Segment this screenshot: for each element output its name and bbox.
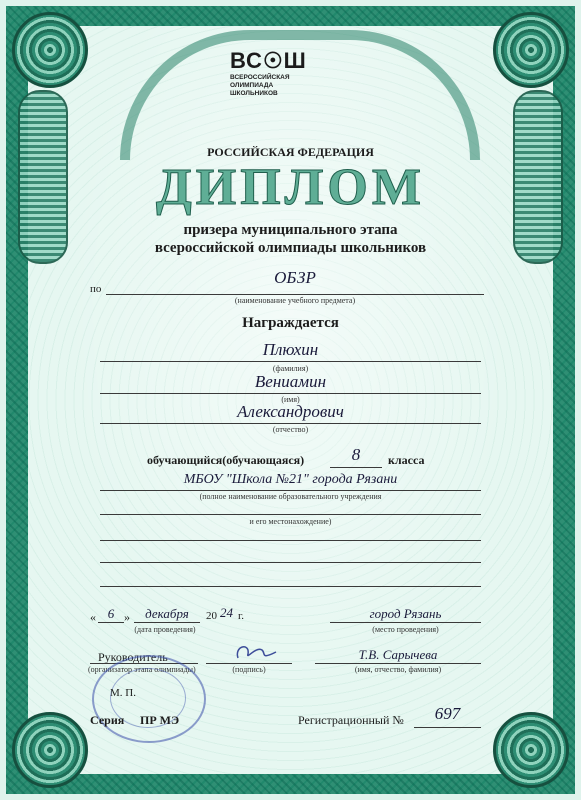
subject-prefix: по: [90, 283, 102, 295]
place-caption: (место проведения): [372, 625, 439, 634]
surname-line: [100, 361, 481, 362]
name-value: Вениамин: [254, 372, 327, 391]
diploma-title: ДИПЛОМ: [156, 159, 425, 216]
grade-value: 8: [351, 445, 361, 464]
head-name-caption: (имя, отчество, фамилия): [354, 665, 442, 674]
school-line-1: [100, 490, 481, 491]
school-caption-1: (полное наименование образовательного учреждения: [199, 492, 382, 501]
name-caption: (имя): [281, 395, 300, 404]
subtitle-line-1: призера муниципального этапа: [183, 222, 398, 238]
date-close-quote: »: [124, 610, 130, 624]
school-line-4: [100, 562, 481, 563]
corner-rosette-top-right: [493, 12, 569, 88]
head-label-caption: (организатор этапа олимпиады): [88, 665, 196, 674]
school-line-3: [100, 540, 481, 541]
head-name-line: [315, 663, 481, 664]
date-month-line: [134, 622, 200, 623]
school-caption-2: и его местонахождение): [249, 517, 332, 526]
surname-value: Плюхин: [262, 340, 319, 359]
grade-suffix: класса: [388, 453, 425, 467]
head-name: Т.В. Сарычева: [358, 647, 438, 662]
signature-line: [206, 663, 292, 664]
date-caption: (дата проведения): [134, 625, 196, 634]
head-label: Руководитель: [98, 650, 168, 664]
subtitle-line-2: всероссийской олимпиады школьников: [154, 240, 427, 256]
name-line: [100, 393, 481, 394]
grade-prefix: обучающийся(обучающаяся): [147, 453, 305, 467]
signature-caption: (подпись): [232, 665, 266, 674]
date-year-mark: г.: [238, 610, 245, 622]
corner-rosette-bottom-left: [12, 712, 88, 788]
logo-line-3: ШКОЛЬНИКОВ: [230, 90, 278, 97]
subject-caption: (наименование учебного предмета): [234, 296, 356, 305]
logo-line-2: ОЛИМПИАДА: [230, 82, 274, 89]
surname-caption: (фамилия): [272, 364, 309, 373]
patronymic-line: [100, 423, 481, 424]
place-line: [330, 622, 481, 623]
patronymic-caption: (отчество): [272, 425, 309, 434]
patronymic-value: Александрович: [237, 402, 344, 421]
date-year-prefix: 20: [206, 610, 217, 622]
reg-label: Регистрационный №: [298, 713, 404, 727]
olympiad-logo: [230, 48, 307, 98]
school-value: МБОУ "Школа №21" города Рязани: [183, 472, 398, 487]
logo-mark: ВС☉Ш: [230, 48, 307, 73]
country-name: РОССИЙСКАЯ ФЕДЕРАЦИЯ: [207, 145, 374, 159]
subject-line: [106, 294, 484, 295]
stamp-label: М. П.: [110, 687, 136, 699]
date-open-quote: «: [90, 610, 96, 624]
grade-line: [330, 467, 382, 468]
awarded-label: Награждается: [242, 315, 339, 331]
logo-line-1: ВСЕРОССИЙСКАЯ: [230, 74, 290, 81]
reg-line: [414, 727, 481, 728]
reg-value: 697: [434, 704, 461, 723]
series-value: ПР МЭ: [140, 713, 180, 727]
subject-value: ОБЗР: [274, 268, 316, 287]
school-line-5: [100, 586, 481, 587]
school-line-2: [100, 514, 481, 515]
date-day-line: [98, 622, 124, 623]
date-day: 6: [107, 606, 115, 621]
series-label: Серия: [90, 713, 125, 727]
corner-rosette-bottom-right: [493, 712, 569, 788]
date-year-suffix: 24: [220, 605, 233, 620]
place-value: город Рязань: [369, 606, 442, 621]
date-month: декабря: [145, 606, 189, 621]
corner-rosette-top-left: [12, 12, 88, 88]
